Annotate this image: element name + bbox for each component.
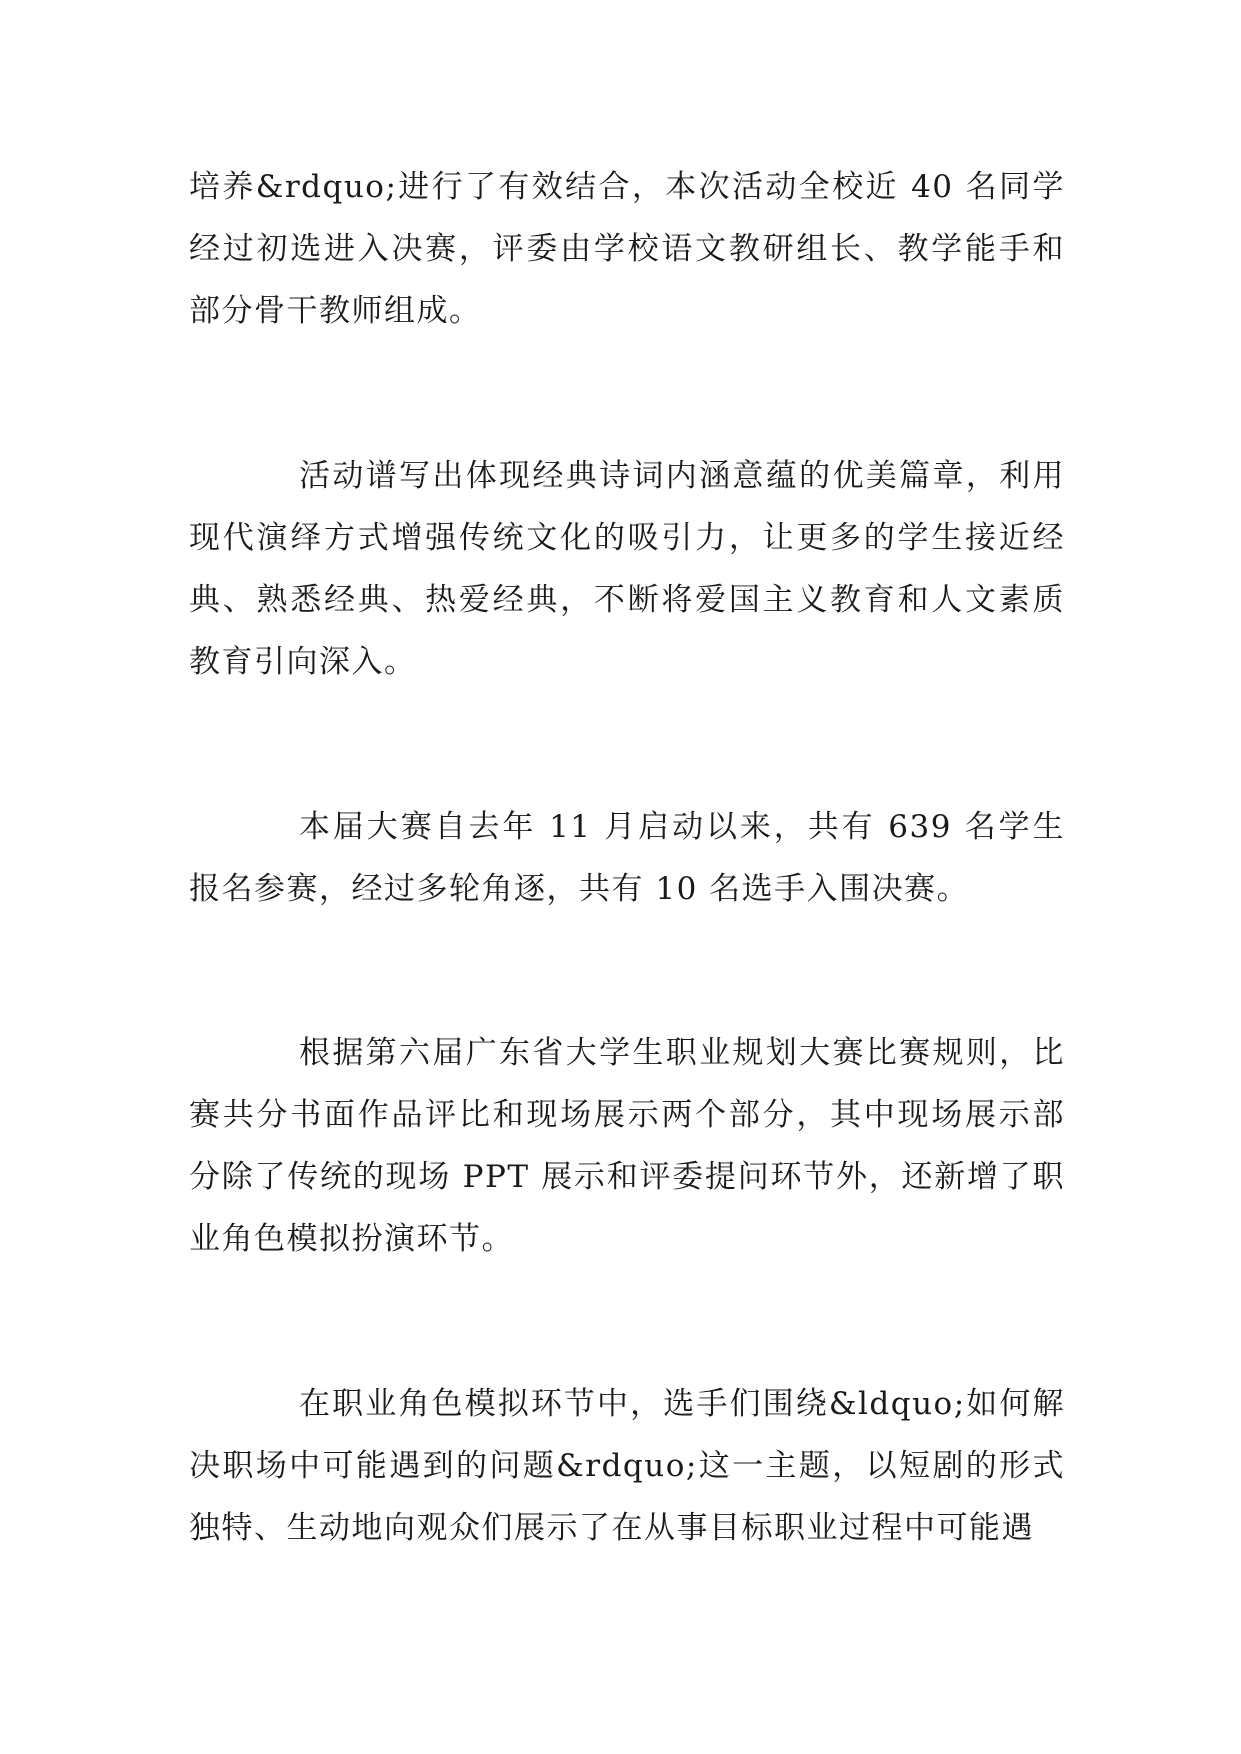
paragraph: 根据第六届广东省大学生职业规划大赛比赛规则，比赛共分书面作品评比和现场展示两个部分，其中现场展示部分除了传统的现场 PPT 展示和评委提问环节外，还新增了职业角色模拟扮演环节。 [189, 1035, 1065, 1257]
paragraph: 活动谱写出体现经典诗词内涵意蕴的优美篇章，利用现代演绎方式增强传统文化的吸引力，让更多的学生接近经典、熟悉经典、热爱经典，不断将爱国主义教育和人文素质教育引向深入。 [189, 458, 1065, 680]
paragraph: 培养&rdquo;进行了有效结合，本次活动全校近 40 名同学经过初选进入决赛，评委由学校语文教研组长、教学能手和部分骨干教师组成。 [189, 169, 1065, 329]
paragraph: 本届大赛自去年 11 月启动以来，共有 639 名学生报名参赛，经过多轮角逐，共有 10 名选手入围决赛。 [189, 809, 1065, 907]
paragraph: 在职业角色模拟环节中，选手们围绕&ldquo;如何解决职场中可能遇到的问题&rdquo;这一主题，以短剧的形式独特、生动地向观众们展示了在从事目标职业过程中可能遇 [189, 1386, 1065, 1546]
